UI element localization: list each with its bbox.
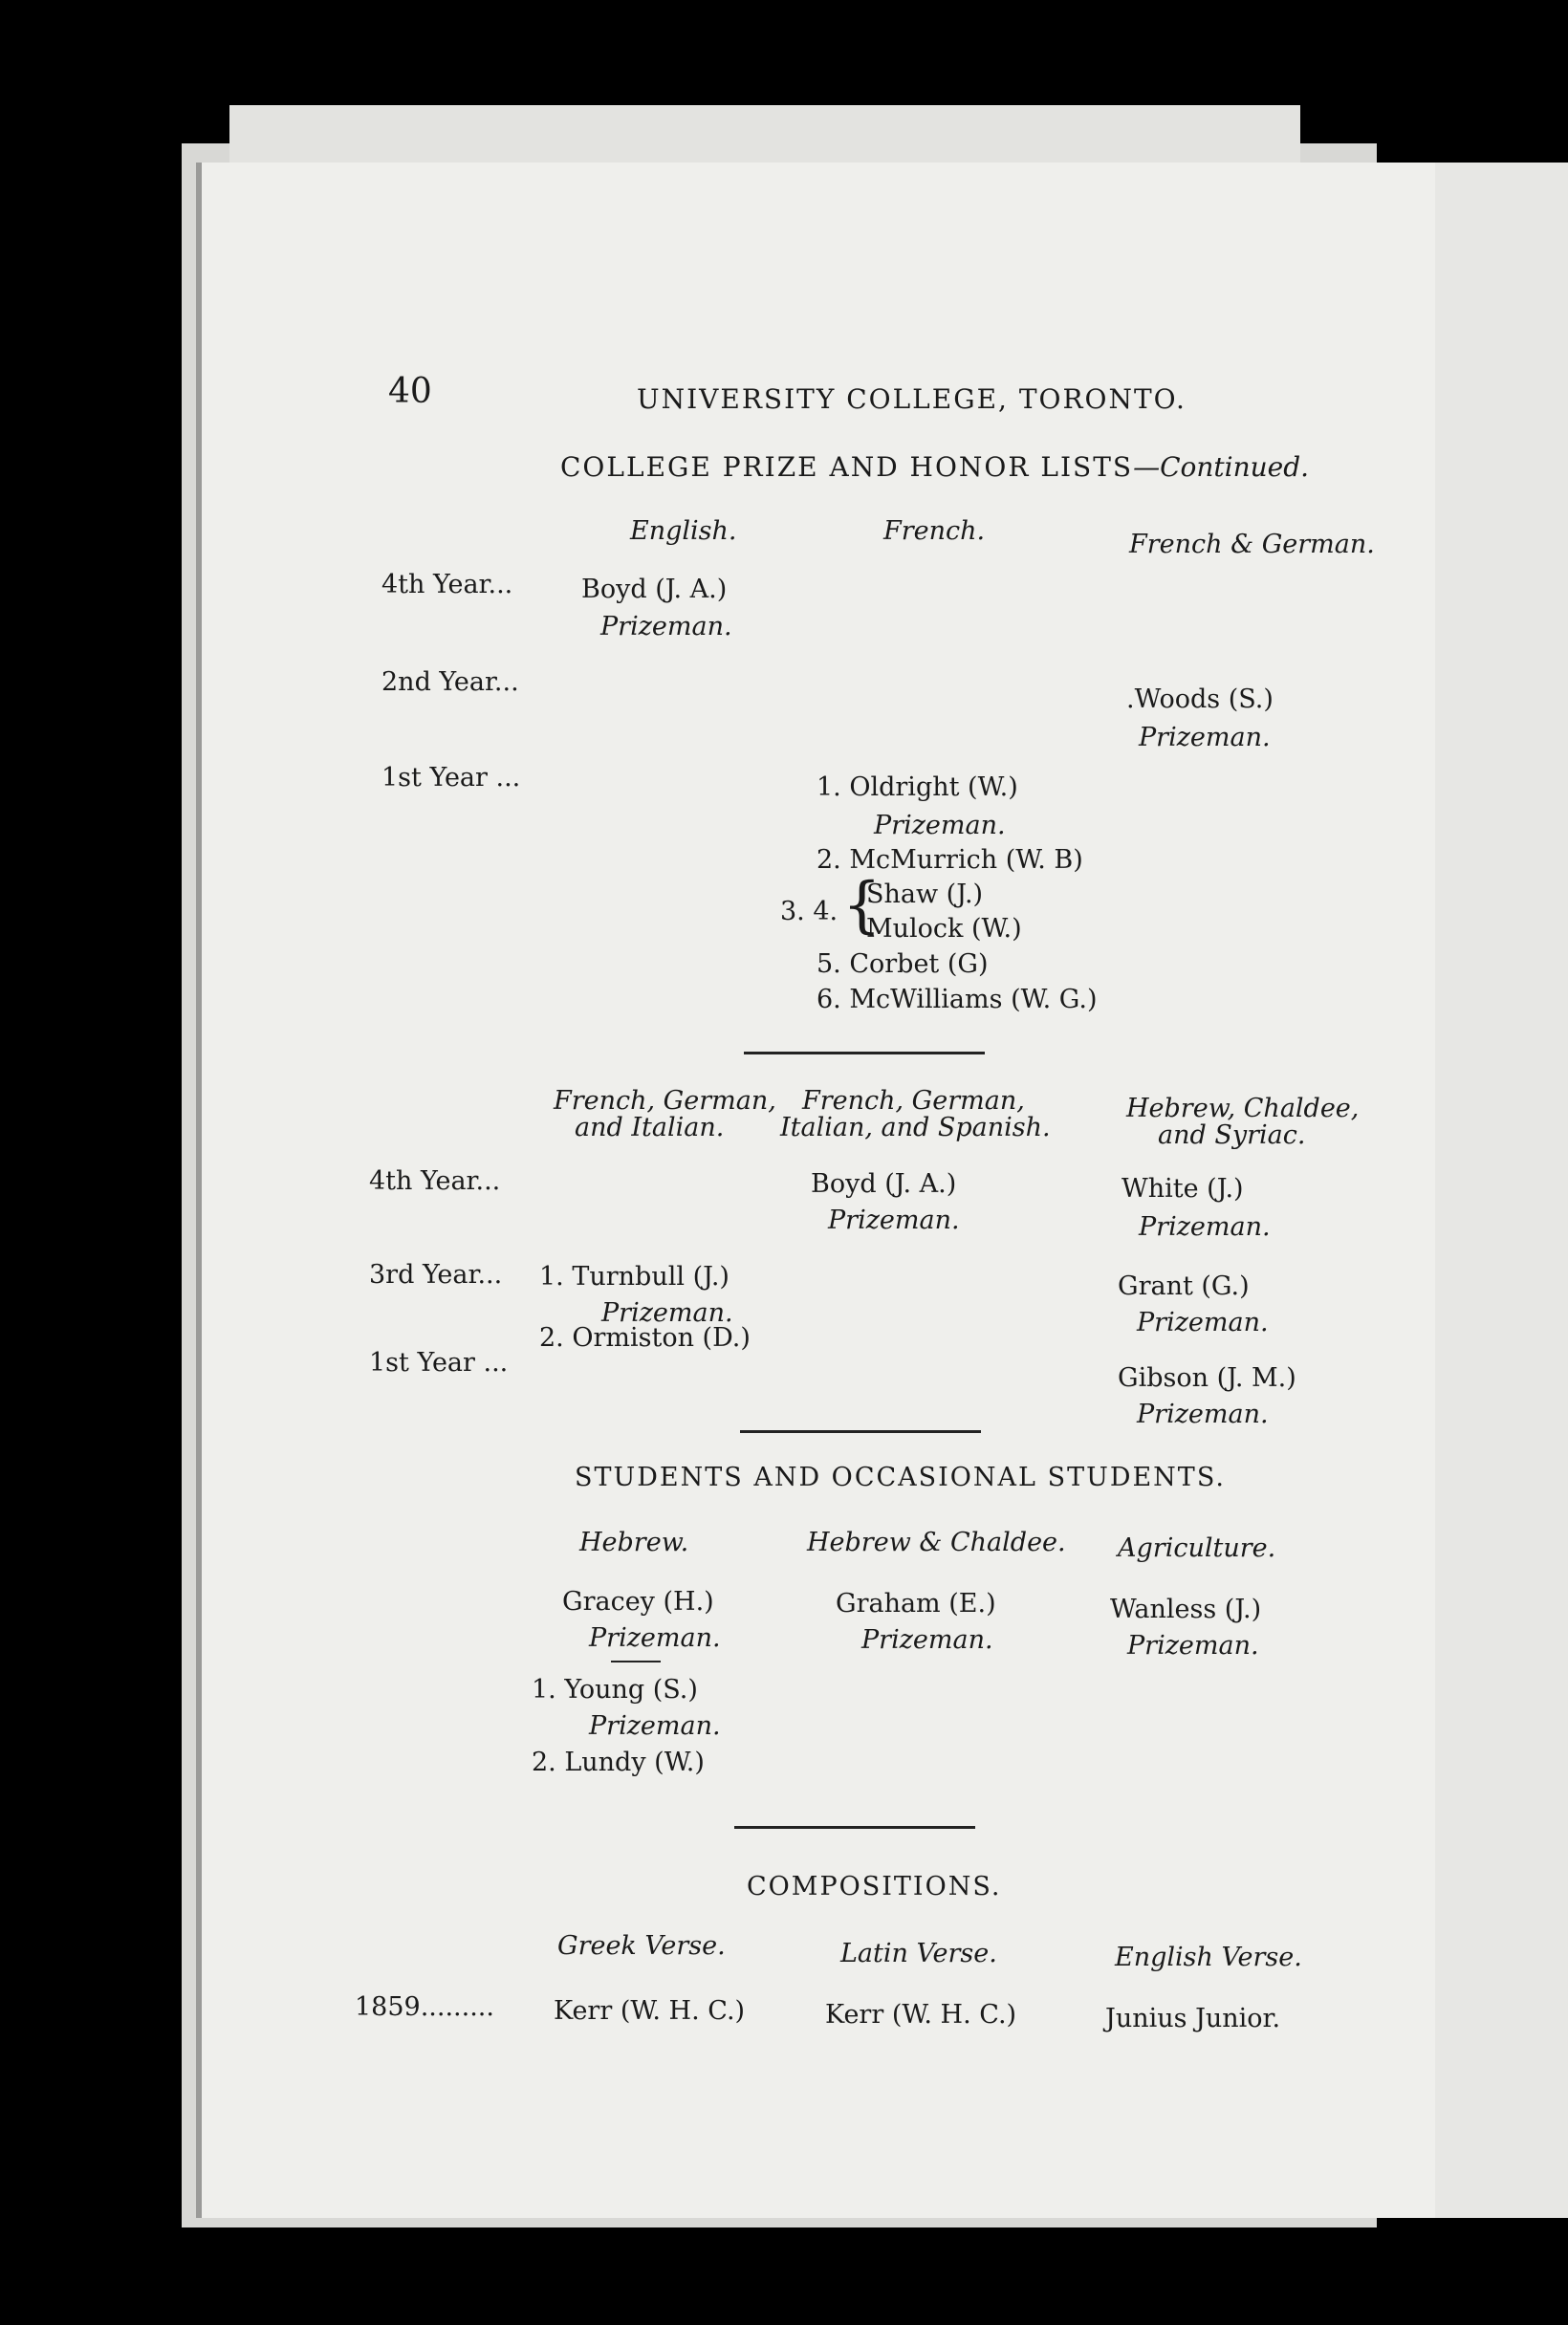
fgis-4th-name: Boyd (J. A.) (811, 1169, 957, 1199)
divider-rule (744, 1052, 985, 1054)
fgi-3rd-item: 1. Turnbull (J.) (539, 1262, 730, 1292)
col-header-english: English. (630, 516, 737, 546)
section-title-cont: —Continued. (1133, 451, 1310, 483)
document-page (196, 163, 1435, 2218)
french-1st-item: 6. McWilliams (W. G.) (817, 985, 1098, 1014)
hc-prize: Prizeman. (861, 1625, 993, 1655)
fg-2nd-prize: Prizeman. (1139, 723, 1271, 752)
fgi-3rd-item: Prizeman. (601, 1298, 733, 1328)
english-4th-prize: Prizeman. (600, 612, 732, 641)
col-header-fgis: French, German, (802, 1086, 1025, 1116)
greek-verse-winner: Kerr (W. H. C.) (554, 1996, 746, 2026)
hebrew-item: Prizeman. (589, 1711, 721, 1741)
french-1st-item: 5. Corbet (G) (817, 949, 989, 979)
row-label-year: 1859......... (355, 1992, 494, 2022)
fgis-4th-prize: Prizeman. (828, 1206, 960, 1235)
facing-page-edge (1425, 163, 1568, 2218)
col-header-hebrew: Hebrew. (579, 1528, 689, 1557)
hebrew-item: Prizeman. (589, 1623, 721, 1653)
french-1st-item: Prizeman. (874, 811, 1006, 840)
tie-label: 3. 4. (780, 897, 838, 926)
running-head: UNIVERSITY COLLEGE, TORONTO. (637, 383, 1187, 415)
divider-rule (734, 1826, 975, 1829)
section-title (560, 451, 1310, 483)
hebrew-item: 2. Lundy (W.) (532, 1748, 705, 1777)
row-label-4th-year: 4th Year... (381, 570, 513, 599)
col-header-latin-verse: Latin Verse. (840, 1939, 997, 1968)
students-title: STUDENTS AND OCCASIONAL STUDENTS. (575, 1463, 1226, 1492)
col-header-agriculture: Agriculture. (1118, 1533, 1276, 1563)
english-verse-winner: Junius Junior. (1105, 2004, 1281, 2033)
hc-name: Graham (E.) (836, 1589, 996, 1619)
section-title-main: COLLEGE PRIZE AND HONOR LISTS (560, 451, 1134, 483)
row-label-1st-year: 1st Year ... (369, 1348, 509, 1378)
french-1st-item: 2. McMurrich (W. B) (817, 845, 1083, 875)
col-header-greek-verse: Greek Verse. (557, 1931, 726, 1961)
hcs-3rd-prize: Prizeman. (1137, 1308, 1269, 1337)
hcs-3rd-name: Grant (G.) (1118, 1271, 1250, 1301)
row-label-4th-year: 4th Year... (369, 1166, 501, 1196)
row-label-3rd-year: 3rd Year... (369, 1260, 503, 1290)
row-label-2nd-year: 2nd Year... (381, 667, 519, 697)
col-header-french: French. (883, 516, 986, 546)
hebrew-item: 1. Young (S.) (532, 1675, 698, 1705)
hcs-4th-name: White (J.) (1122, 1174, 1244, 1204)
col-header-fgis: Italian, and Spanish. (780, 1113, 1051, 1142)
fgi-3rd-item: 2. Ormiston (D.) (539, 1323, 751, 1353)
page-number: 40 (388, 372, 432, 411)
col-header-french-german: French & German. (1129, 530, 1375, 559)
short-rule (611, 1661, 661, 1662)
hcs-1st-prize: Prizeman. (1137, 1400, 1269, 1429)
compositions-title: COMPOSITIONS. (747, 1872, 1002, 1901)
hebrew-item: Gracey (H.) (562, 1587, 714, 1617)
col-header-english-verse: English Verse. (1115, 1943, 1302, 1972)
french-1st-item: Shaw (J.) (866, 880, 984, 909)
english-4th-name: Boyd (J. A.) (581, 575, 728, 604)
latin-verse-winner: Kerr (W. H. C.) (825, 2000, 1017, 2030)
hcs-4th-prize: Prizeman. (1139, 1212, 1271, 1242)
agri-name: Wanless (J.) (1110, 1595, 1262, 1624)
col-header-hcs: Hebrew, Chaldee, (1126, 1094, 1360, 1123)
col-header-fgi: and Italian. (575, 1113, 725, 1142)
french-1st-item: 1. Oldright (W.) (817, 772, 1018, 802)
col-header-hebrew-chaldee: Hebrew & Chaldee. (807, 1528, 1066, 1557)
col-header-fgi: French, German, (554, 1086, 776, 1116)
divider-rule (740, 1430, 981, 1433)
col-header-hcs: and Syriac. (1158, 1120, 1306, 1150)
french-1st-item: Mulock (W.) (866, 914, 1022, 944)
hcs-1st-name: Gibson (J. M.) (1118, 1363, 1296, 1393)
fg-2nd-name: .Woods (S.) (1126, 684, 1274, 714)
row-label-1st-year: 1st Year ... (381, 763, 521, 793)
brace-glyph: { (842, 870, 882, 941)
agri-prize: Prizeman. (1127, 1631, 1259, 1661)
